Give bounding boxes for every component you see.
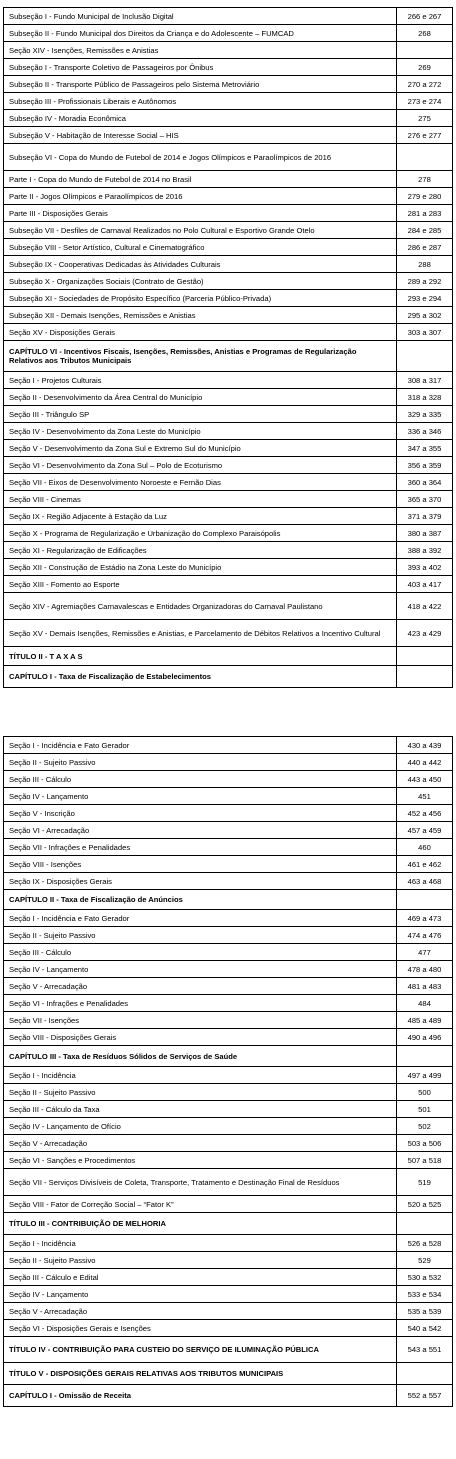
toc-entry-label: Subseção X - Organizações Sociais (Contrato de Gestão) bbox=[4, 273, 397, 290]
table-row bbox=[4, 290, 453, 307]
toc-entry-pages bbox=[397, 1363, 453, 1385]
toc-entry-label: Subseção IX - Cooperativas Dedicadas às Atividades Culturais bbox=[4, 256, 397, 273]
toc-entry-label: Seção II - Sujeito Passivo bbox=[4, 927, 397, 944]
toc-entry-pages: 329 a 335 bbox=[397, 406, 453, 423]
toc-entry-label: TÍTULO II - T A X A S bbox=[4, 647, 397, 666]
toc-entry-pages bbox=[397, 42, 453, 59]
table-row bbox=[4, 144, 453, 171]
toc-entry-pages: 318 a 328 bbox=[397, 389, 453, 406]
table-row bbox=[4, 307, 453, 324]
toc-entry-pages: 269 bbox=[397, 59, 453, 76]
table-row bbox=[4, 944, 453, 961]
table-row bbox=[4, 406, 453, 423]
toc-entry-pages: 279 e 280 bbox=[397, 188, 453, 205]
toc-entry-pages: 478 a 480 bbox=[397, 961, 453, 978]
toc-entry-label: Seção I - Projetos Culturais bbox=[4, 372, 397, 389]
toc-entry-pages: 276 e 277 bbox=[397, 127, 453, 144]
toc-entry-pages bbox=[397, 1046, 453, 1067]
toc-entry-pages: 526 a 528 bbox=[397, 1235, 453, 1252]
toc-entry-label: CAPÍTULO VI - Incentivos Fiscais, Isenções, Remissões, Anistias e Programas de Regularização Relativos aos Tributos Municipais bbox=[4, 341, 397, 372]
toc-entry-pages: 501 bbox=[397, 1101, 453, 1118]
toc-entry-pages: 347 a 355 bbox=[397, 440, 453, 457]
toc-entry-pages: 293 e 294 bbox=[397, 290, 453, 307]
toc-entry-pages: 540 a 542 bbox=[397, 1320, 453, 1337]
toc-entry-pages: 295 a 302 bbox=[397, 307, 453, 324]
table-row bbox=[4, 25, 453, 42]
toc-entry-pages: 485 a 489 bbox=[397, 1012, 453, 1029]
table-row bbox=[4, 76, 453, 93]
toc-entry-label: Parte III - Disposições Gerais bbox=[4, 205, 397, 222]
toc-entry-pages: 365 a 370 bbox=[397, 491, 453, 508]
toc-entry-pages: 356 a 359 bbox=[397, 457, 453, 474]
toc-entry-pages: 380 a 387 bbox=[397, 525, 453, 542]
toc-entry-pages: 278 bbox=[397, 171, 453, 188]
toc-entry-pages: 463 a 468 bbox=[397, 873, 453, 890]
toc-entry-label: Seção III - Cálculo bbox=[4, 771, 397, 788]
table-row bbox=[4, 256, 453, 273]
toc-entry-label: Seção V - Arrecadação bbox=[4, 978, 397, 995]
table-row bbox=[4, 457, 453, 474]
toc-entry-pages: 284 e 285 bbox=[397, 222, 453, 239]
table-row bbox=[4, 576, 453, 593]
table-row bbox=[4, 737, 453, 754]
toc-entry-label: Seção II - Sujeito Passivo bbox=[4, 754, 397, 771]
toc-entry-label: Seção IV - Lançamento de Ofício bbox=[4, 1118, 397, 1135]
table-row bbox=[4, 995, 453, 1012]
toc-entry-label: Seção VIII - Fator de Correção Social – “Fator K” bbox=[4, 1196, 397, 1213]
table-row bbox=[4, 188, 453, 205]
table-row bbox=[4, 372, 453, 389]
table-row bbox=[4, 127, 453, 144]
toc-entry-label: Subseção VIII - Setor Artístico, Cultural e Cinematográfico bbox=[4, 239, 397, 256]
table-row bbox=[4, 491, 453, 508]
toc-entry-label: CAPÍTULO I - Taxa de Fiscalização de Estabelecimentos bbox=[4, 666, 397, 688]
table-row bbox=[4, 1363, 453, 1385]
toc-entry-label: Seção IV - Lançamento bbox=[4, 961, 397, 978]
toc-entry-pages: 388 a 392 bbox=[397, 542, 453, 559]
toc-entry-label: CAPÍTULO III - Taxa de Resíduos Sólidos de Serviços de Saúde bbox=[4, 1046, 397, 1067]
table-row bbox=[4, 525, 453, 542]
toc-entry-label: TÍTULO IV - CONTRIBUIÇÃO PARA CUSTEIO DO SERVIÇO DE ILUMINAÇÃO PÚBLICA bbox=[4, 1337, 397, 1363]
toc-entry-label: Subseção VII - Desfiles de Carnaval Realizados no Polo Cultural e Esportivo Grande Otelo bbox=[4, 222, 397, 239]
toc-entry-pages: 543 a 551 bbox=[397, 1337, 453, 1363]
toc-entry-label: Seção I - Incidência e Fato Gerador bbox=[4, 737, 397, 754]
toc-entry-pages: 490 a 496 bbox=[397, 1029, 453, 1046]
toc-entry-pages: 481 a 483 bbox=[397, 978, 453, 995]
table-row bbox=[4, 666, 453, 688]
toc-entry-pages: 519 bbox=[397, 1169, 453, 1196]
toc-entry-pages bbox=[397, 647, 453, 666]
table-row bbox=[4, 856, 453, 873]
table-row bbox=[4, 1046, 453, 1067]
table-row bbox=[4, 647, 453, 666]
toc-entry-pages: 474 a 476 bbox=[397, 927, 453, 944]
toc-entry-pages bbox=[397, 341, 453, 372]
toc-entry-pages: 507 a 518 bbox=[397, 1152, 453, 1169]
toc-entry-pages: 469 a 473 bbox=[397, 910, 453, 927]
toc-entry-pages bbox=[397, 1213, 453, 1235]
table-row bbox=[4, 620, 453, 647]
toc-entry-label: Subseção VI - Copa do Mundo de Futebol de 2014 e Jogos Olímpicos e Paraolímpicos de 2016 bbox=[4, 144, 397, 171]
toc-entry-label: Subseção I - Transporte Coletivo de Passageiros por Ônibus bbox=[4, 59, 397, 76]
toc-entry-label: TÍTULO III - CONTRIBUIÇÃO DE MELHORIA bbox=[4, 1213, 397, 1235]
table-row bbox=[4, 93, 453, 110]
toc-entry-label: Seção VII - Eixos de Desenvolvimento Noroeste e Fernão Dias bbox=[4, 474, 397, 491]
toc-entry-pages bbox=[397, 144, 453, 171]
toc-entry-pages: 403 a 417 bbox=[397, 576, 453, 593]
toc-entry-label: Subseção II - Fundo Municipal dos Direitos da Criança e do Adolescente – FUMCAD bbox=[4, 25, 397, 42]
toc-entry-pages: 423 a 429 bbox=[397, 620, 453, 647]
toc-entry-label: Seção XIV - Isenções, Remissões e Anistias bbox=[4, 42, 397, 59]
toc-entry-label: Seção VII - Infrações e Penalidades bbox=[4, 839, 397, 856]
toc-entry-pages: 503 a 506 bbox=[397, 1135, 453, 1152]
toc-entry-label: CAPÍTULO I - Omissão de Receita bbox=[4, 1385, 397, 1407]
toc-entry-pages: 418 a 422 bbox=[397, 593, 453, 620]
toc-entry-pages: 530 a 532 bbox=[397, 1269, 453, 1286]
toc-entry-label: Seção V - Arrecadação bbox=[4, 1303, 397, 1320]
toc-entry-pages: 460 bbox=[397, 839, 453, 856]
toc-entry-pages: 288 bbox=[397, 256, 453, 273]
toc-entry-label: Seção V - Inscrição bbox=[4, 805, 397, 822]
table-row bbox=[4, 1169, 453, 1196]
table-row bbox=[4, 1012, 453, 1029]
toc-entry-pages: 268 bbox=[397, 25, 453, 42]
table-row bbox=[4, 910, 453, 927]
table-row bbox=[4, 542, 453, 559]
toc-entry-pages: 303 a 307 bbox=[397, 324, 453, 341]
toc-entry-label: Seção I - Incidência bbox=[4, 1067, 397, 1084]
toc-table-2 bbox=[3, 736, 453, 1407]
toc-entry-label: Seção XII - Construção de Estádio na Zona Leste do Município bbox=[4, 559, 397, 576]
toc-entry-label: Seção I - Incidência bbox=[4, 1235, 397, 1252]
toc-entry-label: Subseção V - Habitação de Interesse Social – HIS bbox=[4, 127, 397, 144]
toc-entry-label: Seção III - Cálculo da Taxa bbox=[4, 1101, 397, 1118]
toc-entry-pages: 281 a 283 bbox=[397, 205, 453, 222]
toc-entry-label: Seção VIII - Cinemas bbox=[4, 491, 397, 508]
toc-entry-pages: 440 a 442 bbox=[397, 754, 453, 771]
table-row bbox=[4, 873, 453, 890]
table-row bbox=[4, 205, 453, 222]
toc-entry-label: Seção XIV - Agremiações Carnavalescas e Entidades Organizadoras do Carnaval Paulistano bbox=[4, 593, 397, 620]
toc-entry-label: CAPÍTULO II - Taxa de Fiscalização de Anúncios bbox=[4, 890, 397, 910]
toc-entry-pages: 552 a 557 bbox=[397, 1385, 453, 1407]
table-row bbox=[4, 1067, 453, 1084]
toc-entry-pages: 497 a 499 bbox=[397, 1067, 453, 1084]
toc-entry-label: Seção II - Sujeito Passivo bbox=[4, 1084, 397, 1101]
toc-entry-pages: 266 e 267 bbox=[397, 8, 453, 25]
table-row bbox=[4, 1135, 453, 1152]
table-row bbox=[4, 822, 453, 839]
toc-entry-pages: 535 a 539 bbox=[397, 1303, 453, 1320]
toc-entry-pages: 360 a 364 bbox=[397, 474, 453, 491]
toc-entry-label: Seção V - Arrecadação bbox=[4, 1135, 397, 1152]
table-row bbox=[4, 1029, 453, 1046]
table-row bbox=[4, 440, 453, 457]
toc-entry-label: Seção X - Programa de Regularização e Urbanização do Complexo Paraisópolis bbox=[4, 525, 397, 542]
toc-entry-label: Seção I - Incidência e Fato Gerador bbox=[4, 910, 397, 927]
table-row bbox=[4, 1084, 453, 1101]
table-row bbox=[4, 839, 453, 856]
toc-entry-label: Seção XIII - Fomento ao Esporte bbox=[4, 576, 397, 593]
toc-entry-label: Seção IV - Lançamento bbox=[4, 1286, 397, 1303]
toc-entry-pages: 484 bbox=[397, 995, 453, 1012]
toc-entry-pages: 273 e 274 bbox=[397, 93, 453, 110]
table-row bbox=[4, 1252, 453, 1269]
toc-entry-label: Subseção II - Transporte Público de Passageiros pelo Sistema Metroviário bbox=[4, 76, 397, 93]
table-row bbox=[4, 508, 453, 525]
table-row bbox=[4, 324, 453, 341]
table-row bbox=[4, 927, 453, 944]
toc-entry-label: Parte II - Jogos Olímpicos e Paraolímpicos de 2016 bbox=[4, 188, 397, 205]
toc-entry-label: Seção VII - Isenções bbox=[4, 1012, 397, 1029]
table-row bbox=[4, 110, 453, 127]
toc-entry-pages: 393 a 402 bbox=[397, 559, 453, 576]
table-row bbox=[4, 341, 453, 372]
table-row bbox=[4, 1337, 453, 1363]
table-row bbox=[4, 222, 453, 239]
toc-entry-pages bbox=[397, 890, 453, 910]
toc-entry-label: Seção VI - Sanções e Procedimentos bbox=[4, 1152, 397, 1169]
toc-entry-pages bbox=[397, 666, 453, 688]
table-row bbox=[4, 1101, 453, 1118]
toc-entry-label: Seção XV - Demais Isenções, Remissões e Anistias, e Parcelamento de Débitos Relativos a Incentivo Cultural bbox=[4, 620, 397, 647]
toc-entry-label: Seção IV - Desenvolvimento da Zona Leste do Município bbox=[4, 423, 397, 440]
toc-entry-label: TÍTULO V - DISPOSIÇÕES GERAIS RELATIVAS AOS TRIBUTOS MUNICIPAIS bbox=[4, 1363, 397, 1385]
table-row bbox=[4, 1152, 453, 1169]
table-row bbox=[4, 1320, 453, 1337]
toc-entry-label: Subseção I - Fundo Municipal de Inclusão Digital bbox=[4, 8, 397, 25]
table-row bbox=[4, 1286, 453, 1303]
table-row bbox=[4, 890, 453, 910]
toc-entry-pages: 336 a 346 bbox=[397, 423, 453, 440]
toc-entry-label: Seção III - Triângulo SP bbox=[4, 406, 397, 423]
table-row bbox=[4, 59, 453, 76]
toc-entry-label: Seção VI - Arrecadação bbox=[4, 822, 397, 839]
toc-entry-label: Seção IX - Região Adjacente à Estação da Luz bbox=[4, 508, 397, 525]
table-row bbox=[4, 559, 453, 576]
toc-entry-label: Seção IX - Disposições Gerais bbox=[4, 873, 397, 890]
toc-entry-label: Seção VIII - Disposições Gerais bbox=[4, 1029, 397, 1046]
toc-entry-label: Subseção XI - Sociedades de Propósito Específico (Parceria Público-Privada) bbox=[4, 290, 397, 307]
table-row bbox=[4, 1213, 453, 1235]
toc-entry-pages: 520 a 525 bbox=[397, 1196, 453, 1213]
toc-entry-pages: 452 a 456 bbox=[397, 805, 453, 822]
toc-entry-pages: 308 a 317 bbox=[397, 372, 453, 389]
table-row bbox=[4, 754, 453, 771]
toc-entry-label: Seção III - Cálculo bbox=[4, 944, 397, 961]
toc-entry-pages: 443 a 450 bbox=[397, 771, 453, 788]
toc-entry-label: Seção VI - Desenvolvimento da Zona Sul – Polo de Ecoturismo bbox=[4, 457, 397, 474]
table-row bbox=[4, 171, 453, 188]
table-row bbox=[4, 805, 453, 822]
table-row bbox=[4, 1235, 453, 1252]
table-row bbox=[4, 389, 453, 406]
toc-entry-label: Subseção IV - Moradia Econômica bbox=[4, 110, 397, 127]
toc-entry-label: Seção V - Desenvolvimento da Zona Sul e Extremo Sul do Município bbox=[4, 440, 397, 457]
toc-entry-pages: 270 a 272 bbox=[397, 76, 453, 93]
table-row bbox=[4, 8, 453, 25]
table-row bbox=[4, 239, 453, 256]
toc-entry-label: Seção III - Cálculo e Edital bbox=[4, 1269, 397, 1286]
toc-entry-label: Seção II - Sujeito Passivo bbox=[4, 1252, 397, 1269]
toc-entry-pages: 533 e 534 bbox=[397, 1286, 453, 1303]
toc-entry-label: Seção XI - Regularização de Edificações bbox=[4, 542, 397, 559]
table-row bbox=[4, 1269, 453, 1286]
toc-entry-label: Subseção III - Profissionais Liberais e Autônomos bbox=[4, 93, 397, 110]
toc-entry-pages: 289 a 292 bbox=[397, 273, 453, 290]
table-row bbox=[4, 1303, 453, 1320]
toc-entry-pages: 502 bbox=[397, 1118, 453, 1135]
table-row bbox=[4, 978, 453, 995]
table-row bbox=[4, 474, 453, 491]
toc-entry-pages: 275 bbox=[397, 110, 453, 127]
toc-entry-pages: 529 bbox=[397, 1252, 453, 1269]
toc-entry-label: Parte I - Copa do Mundo de Futebol de 2014 no Brasil bbox=[4, 171, 397, 188]
toc-entry-pages: 477 bbox=[397, 944, 453, 961]
table-row bbox=[4, 273, 453, 290]
toc-entry-pages: 461 e 462 bbox=[397, 856, 453, 873]
table-row bbox=[4, 1118, 453, 1135]
toc-entry-label: Seção VI - Disposições Gerais e Isenções bbox=[4, 1320, 397, 1337]
toc-entry-pages: 500 bbox=[397, 1084, 453, 1101]
toc-entry-pages: 451 bbox=[397, 788, 453, 805]
toc-entry-pages: 457 a 459 bbox=[397, 822, 453, 839]
toc-table-1 bbox=[3, 7, 453, 688]
toc-entry-pages: 286 e 287 bbox=[397, 239, 453, 256]
toc-entry-label: Seção XV - Disposições Gerais bbox=[4, 324, 397, 341]
toc-entry-pages: 430 a 439 bbox=[397, 737, 453, 754]
table-row bbox=[4, 42, 453, 59]
toc-entry-label: Seção VI - Infrações e Penalidades bbox=[4, 995, 397, 1012]
toc-entry-pages: 371 a 379 bbox=[397, 508, 453, 525]
toc-entry-label: Seção IV - Lançamento bbox=[4, 788, 397, 805]
table-row bbox=[4, 1196, 453, 1213]
toc-entry-label: Seção VII - Serviços Divisíveis de Coleta, Transporte, Tratamento e Destinação Final de Resíduos bbox=[4, 1169, 397, 1196]
toc-entry-label: Seção VIII - Isenções bbox=[4, 856, 397, 873]
toc-entry-label: Seção II - Desenvolvimento da Área Central do Município bbox=[4, 389, 397, 406]
table-row bbox=[4, 961, 453, 978]
toc-entry-label: Subseção XII - Demais Isenções, Remissões e Anistias bbox=[4, 307, 397, 324]
table-row bbox=[4, 788, 453, 805]
table-row bbox=[4, 423, 453, 440]
table-row bbox=[4, 593, 453, 620]
table-row bbox=[4, 1385, 453, 1407]
table-row bbox=[4, 771, 453, 788]
